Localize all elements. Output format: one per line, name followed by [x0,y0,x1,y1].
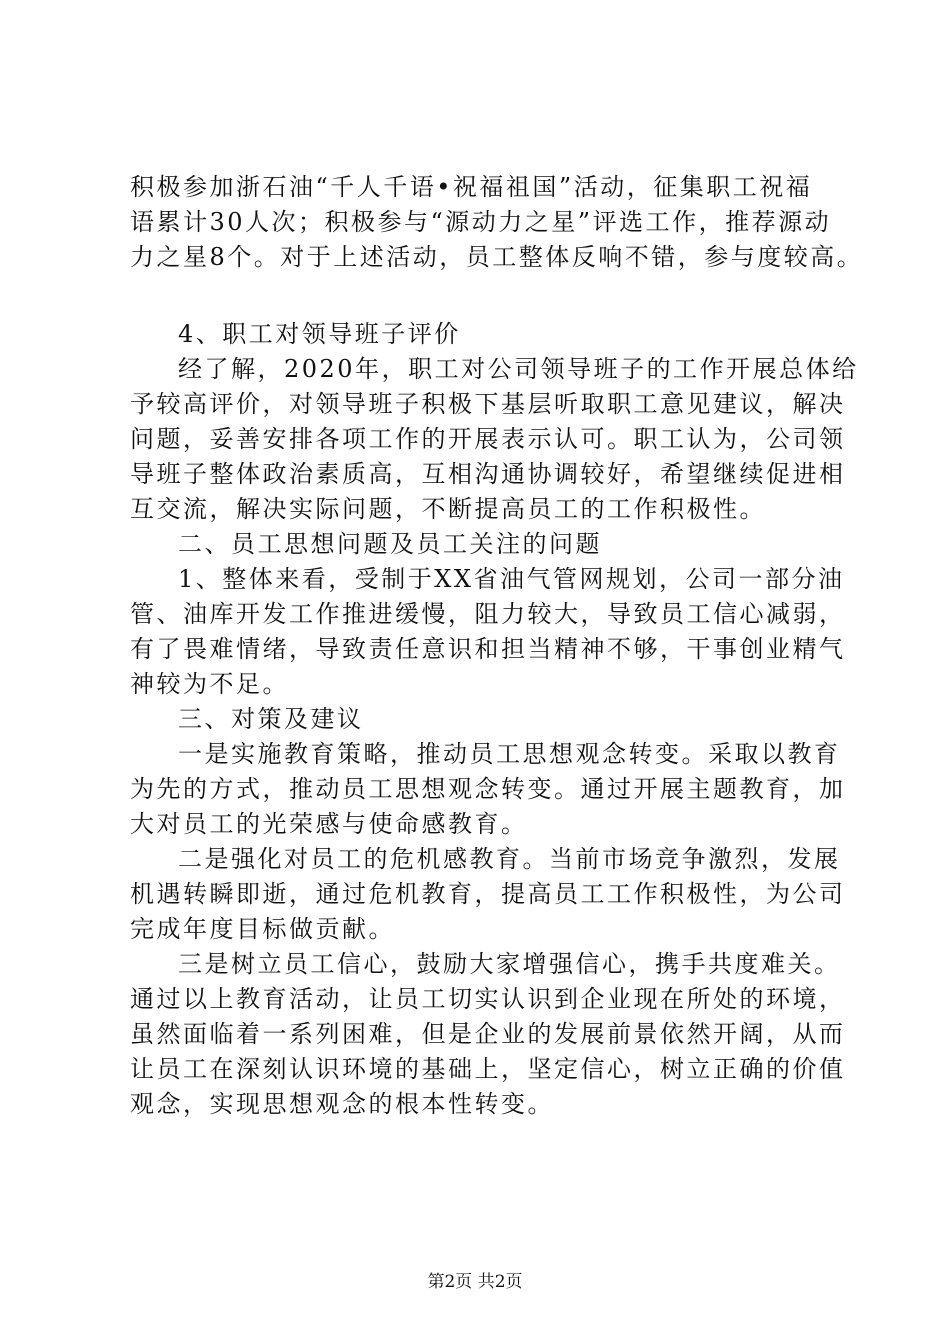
text-line: 虽然面临着一系列困难，但是企业的发展前景依然开阔，从而 [130,1020,846,1048]
text-line: 三是树立员工信心，鼓励大家增强信心，携手共度难关。 [178,950,841,978]
text-line: 力之星8个。对于上述活动，员工整体反响不错，参与度较高。 [130,243,864,271]
text-line: 神较为不足。 [130,670,289,698]
text-line: 4、职工对领导班子评价 [178,320,461,348]
text-line: 二、员工思想问题及员工关注的问题 [178,530,602,558]
text-line: 导班子整体政治素质高，互相沟通协调较好，希望继续促进相 [130,460,846,488]
text-line: 予较高评价，对领导班子积极下基层听取职工意见建议，解决 [130,390,846,418]
paragraph [130,352,859,527]
document-body [130,170,864,1122]
paragraph [130,702,830,737]
text-line: 二是强化对员工的危机感教育。当前市场竞争激烈，发展 [178,845,841,873]
text-line: 互交流，解决实际问题，不断提高员工的工作积极性。 [130,495,766,523]
paragraph [130,562,846,702]
paragraph-gap [130,275,830,317]
text-line: 积极参加浙石油“千人千语•祝福祖国”活动，征集职工祝福 [130,173,813,201]
text-line: 三、对策及建议 [178,705,364,733]
text-line: 完成年度目标做贡献。 [130,915,395,943]
text-line: 问题，妥善安排各项工作的开展表示认可。职工认为，公司领 [130,425,846,453]
text-line: 管、油库开发工作推进缓慢，阻力较大，导致员工信心减弱， [130,600,846,628]
text-line: 语累计30人次；积极参与“源动力之星”评选工作，推荐源动 [130,208,832,236]
text-line: 有了畏难情绪，导致责任意识和担当精神不够，干事创业精气 [130,635,846,663]
text-line: 机遇转瞬即逝，通过危机教育，提高员工工作积极性，为公司 [130,880,846,908]
paragraph [130,317,830,352]
paragraph [130,842,846,947]
page-footer: 第2页 共2页 [427,1272,523,1292]
text-line: 观念，实现思想观念的根本性转变。 [130,1090,554,1118]
paragraph [130,527,830,562]
text-line: 通过以上教育活动，让员工切实认识到企业现在所处的环境， [130,985,846,1013]
text-line: 经了解，2020年，职工对公司领导班子的工作开展总体给 [178,355,859,383]
paragraph [130,947,846,1122]
text-line: 大对员工的光荣感与使命感教育。 [130,810,528,838]
text-line: 为先的方式，推动员工思想观念转变。通过开展主题教育，加 [130,775,846,803]
text-line: 一是实施教育策略，推动员工思想观念转变。采取以教育 [178,740,841,768]
text-line: 1、整体来看，受制于XX省油气管网规划，公司一部分油 [178,565,845,593]
paragraph [130,170,864,275]
text-line: 让员工在深刻认识环境的基础上，坚定信心，树立正确的价值 [130,1055,846,1083]
paragraph [130,737,846,842]
